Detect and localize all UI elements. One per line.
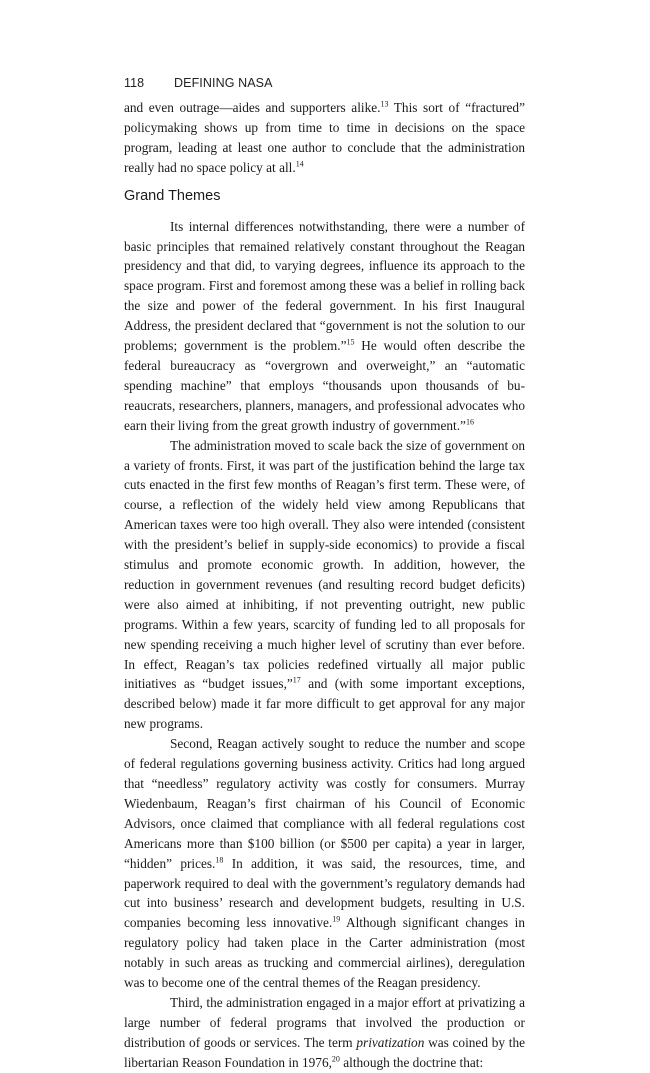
paragraph [124,436,525,735]
text-run: Although significant changes in regulatory policy had taken place in the Carter administration (most notably in such areas as trucking and commercial airlines), deregulation was to become one of the central themes of the Reagan presidency. [124,915,526,991]
paragraph [124,734,525,993]
page-number: 118 [124,76,145,90]
text-run: Its internal differences notwithstanding, there were a number of basic principles that remained relatively constant throughout the Reagan presidency and that did, to varying degrees, influence its approach to the space program. First and foremost among these was a belief in rolling back the size and power of the federal government. In his first Inaugural Address, the president declared that “government is not the solution to our problems; government is the problem.” [124,218,525,354]
text-run: The administration moved to scale back the size of government on a variety of fronts. First, it was part of the justification behind the large tax cuts enacted in the first few months of Reagan’s first term. These were, of course, a reflection of the widely held view among Republicans that American taxes were too high overall. They also were intended (consistent with the president’s belief in supply-side economics) to provide a fiscal stimulus and promote economic growth. In addition, however, the reduction in government revenues (and resulting record budget deficits) were also aimed at inhibiting, if not preventing outright, new public programs. Within a few years, scarcity of funding led to all proposals for new spending receiving a much higher level of scrutiny than ever before. In effect, Reagan’s tax policies redefined virtually all major public initiatives as “budget issues,” [124,437,525,692]
section-heading: Grand Themes [124,187,221,204]
footnote-marker: 13 [380,99,389,109]
footnote-marker: 19 [332,914,341,924]
footnote-marker: 14 [295,159,304,169]
text-run: Third, the administration engaged in a major effort at privatizing a large number of federal programs that involved the production or distribution of goods or services. The term [124,994,525,1050]
footnote-marker: 20 [331,1054,340,1064]
running-header [124,76,273,90]
footnote-marker: 18 [215,855,224,865]
running-title: DEFINING NASA [174,76,273,90]
body-text [124,98,525,1073]
paragraph [124,993,525,1073]
italic-term: privatization [356,1034,425,1050]
footnote-marker: 17 [292,676,301,686]
text-run: This sort of “fractured” policymaking shows up from time to time in decisions on the space program, leading at least one author to conclude that the administration really had no space policy at all. [124,100,525,175]
text-run: was coined by the libertarian Reason Foundation in 1976, [124,1034,525,1070]
footnote-marker: 15 [346,337,355,347]
text-run: In addition, it was said, the resources, time, and paperwork required to deal with the government’s regulatory demands had cut into business’ research and development budgets, resulting in U.S. companies becoming less innovative. [124,855,525,931]
text-run: and even outrage—aides and supporters alike. [124,100,381,115]
paragraph [124,217,525,436]
paragraph-continuation [124,98,525,178]
text-run: and (with some important exceptions, described below) made it far more difficult to get approval for any major new programs. [124,676,526,732]
text-run: Second, Reagan actively sought to reduce the number and scope of federal regulations governing business activity. Critics had long argued that “needless” regulatory activity was costly for consumers. Murray Wiedenbaum, Reagan’s first chairman of his Council of Economic Advisors, once claimed that compliance with all federal regulations cost Americans more than $100 billion (or $500 per capita) a year in larger, “hidden” prices. [124,736,525,871]
footnote-marker: 16 [465,417,474,427]
text-run: although the doctrine that: [339,1054,484,1070]
text-run: He would often describe the federal bureaucracy as “overgrown and overweight,” an “automatic spending machine” that employs “thousands upon thousands of bureaucrats, researchers, planners, managers, and professional advocates who earn their living from the great growth industry of government.” [124,338,526,433]
